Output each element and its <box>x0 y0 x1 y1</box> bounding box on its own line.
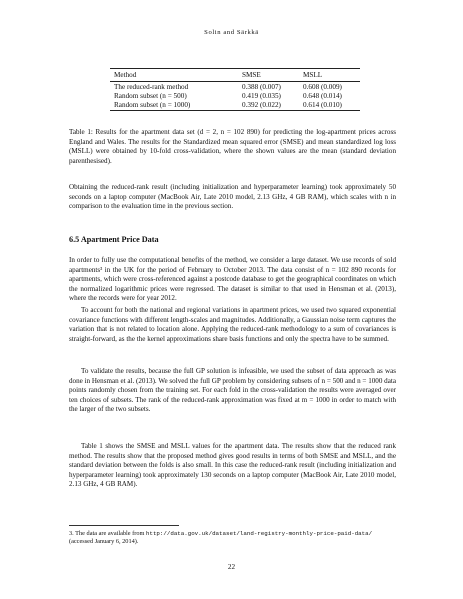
column-header-msll: MSLL <box>303 71 323 79</box>
footnote-prefix: 3. The data are available from <box>69 530 146 537</box>
footnote-url[interactable]: http://data.gov.uk/dataset/land-registry-monthly-price-paid-data/ <box>145 530 373 537</box>
msll-cell: 0.608 (0.009) <box>303 82 342 91</box>
method-cell: Random subset (n = 1000) <box>114 100 191 109</box>
msll-cell: 0.614 (0.010) <box>303 100 342 109</box>
method-cell: The reduced-rank method <box>114 82 189 91</box>
table-row <box>110 100 360 110</box>
column-header-smse: SMSE <box>242 71 261 79</box>
smse-cell: 0.419 (0.035) <box>242 91 281 100</box>
paragraph-dataset: In order to fully use the computational benefits of the method, we consider a large dataset. We use records of sold apartments³ in the UK for the period of February to October 2013. The data consist of n = 102 890 records for apartments, which were cross-referenced against a postcode database to get the geographical coordinates on which the normalized logarithmic prices were regressed. The dataset is similar to that used in Hensman et al. (2013), where the records were for year 2012. <box>69 256 396 303</box>
method-cell: Random subset (n = 500) <box>114 91 187 100</box>
section-heading: 6.5 Apartment Price Data <box>69 235 159 244</box>
table-caption: Table 1: Results for the apartment data set (d = 2, n = 102 890) for predicting the log-apartment prices across England and Wales. The results for the Standardized mean squared error (SMSE) and mean standardized log loss (MSLL) were obtained by 10-fold cross-validation, where the shown values are the mean (standard deviation parenthesised). <box>69 128 396 165</box>
paragraph-runtime: Obtaining the reduced-rank result (including initialization and hyperparameter learning) took approximately 50 seconds on a laptop computer (MacBook Air, Late 2010 model, 2.13 GHz, 4 GB RAM), which scales with n in comparison to the evaluation time in the previous section. <box>69 183 396 211</box>
running-header: Solin and Särkkä <box>204 29 259 36</box>
column-header-method: Method <box>114 71 137 79</box>
footnote <box>69 530 396 547</box>
page-number: 22 <box>227 563 236 571</box>
paragraph-validation: To validate the results, because the full GP solution is infeasible, we used the subset of data approach as was done in Hensman et al. (2013). We solved the full GP problem by considering subsets of n = 500 and n = 1000 data points randomly chosen from the training set. For each fold in the cross-validation the results were averaged over ten choices of subsets. The rank of the reduced-rank approximation was fixed at m = 1000 in order to match with the larger of the two subsets. <box>69 367 396 414</box>
smse-cell: 0.388 (0.007) <box>242 82 281 91</box>
footnote-suffix: (accessed January 6, 2014). <box>69 538 139 546</box>
smse-cell: 0.392 (0.022) <box>242 100 281 109</box>
paragraph-covariance: To account for both the national and regional variations in apartment prices, we used two squared exponential covariance functions with different length-scales and magnitudes. Additionally, a Gaussian noise term captures the variation that is not related to location alone. Applying the reduced-rank methodology to a sum of covariances is straight-forward, as the the kernel approximations share basis functions and only the spectra have to be summed. <box>69 306 396 343</box>
results-table <box>110 68 360 111</box>
table-row <box>110 82 360 92</box>
table-header-row <box>110 69 360 82</box>
paragraph-results: Table 1 shows the SMSE and MSLL values for the apartment data. The results show that the reduced rank method. The results show that the proposed method gives good results in terms of both SMSE and MSLL, and the standard deviation between the folds is also small. In this case the reduced-rank result (including initialization and hyperparameter learning) took approximately 130 seconds on a laptop computer (MacBook Air, Late 2010 model, 2.13 GHz, 4 GB RAM). <box>69 442 396 489</box>
footnote-divider <box>69 525 179 526</box>
msll-cell: 0.648 (0.014) <box>303 91 342 100</box>
table-row <box>110 91 360 100</box>
